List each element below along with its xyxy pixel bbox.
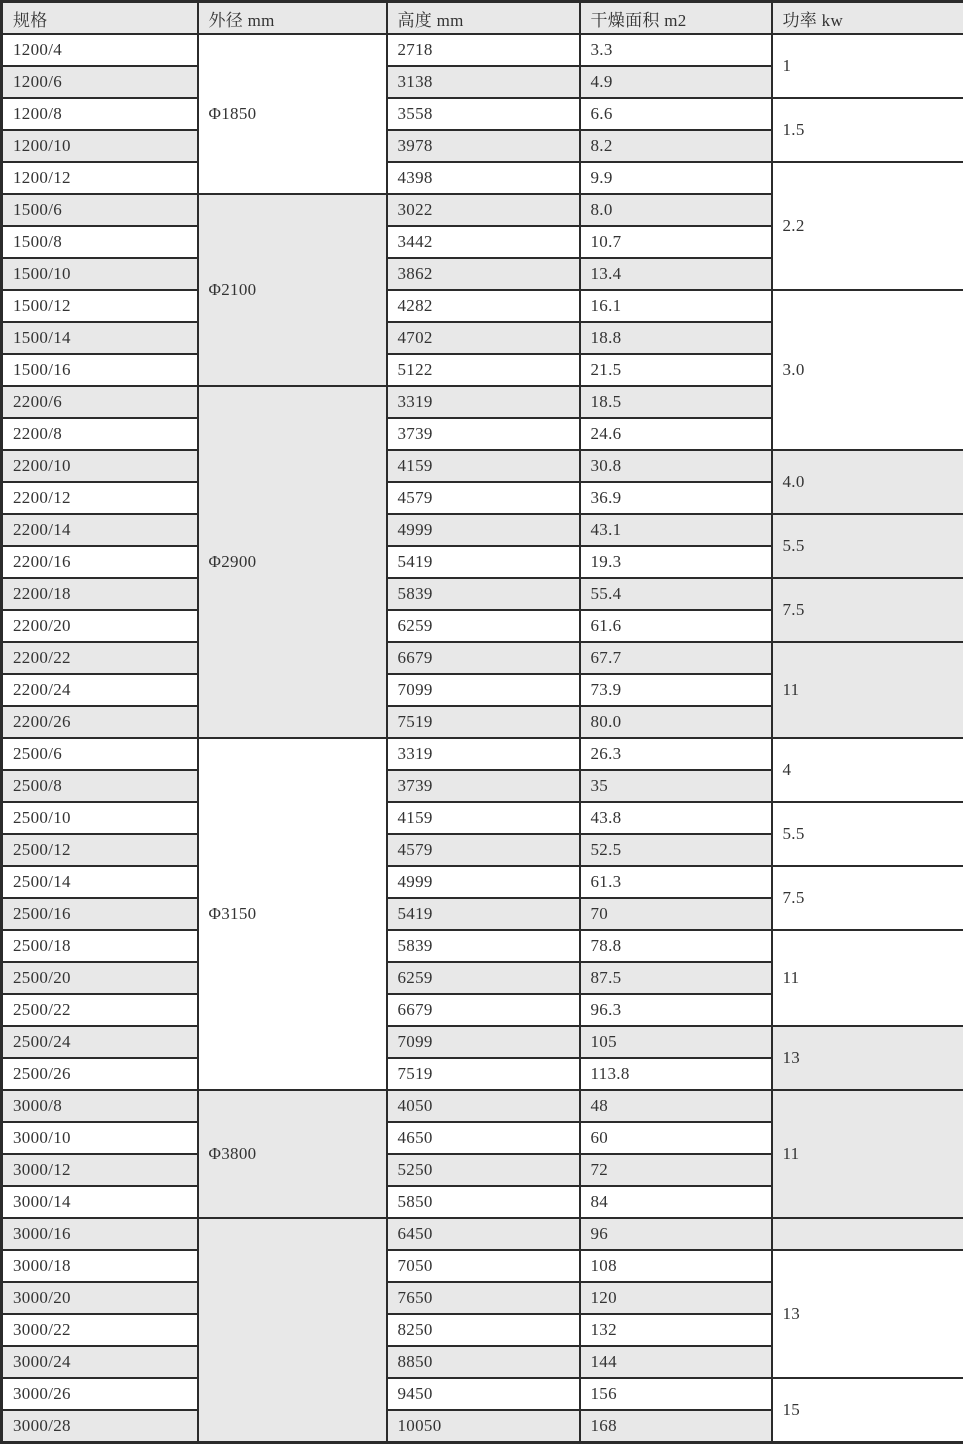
spec-cell: 3000/12: [2, 1154, 198, 1186]
table-row: [2, 98, 963, 130]
area-cell: 43.1: [580, 514, 772, 546]
area-cell: 3.3: [580, 34, 772, 66]
height-cell: 7519: [387, 706, 580, 738]
spec-cell: 2500/24: [2, 1026, 198, 1058]
height-cell: 4282: [387, 290, 580, 322]
area-cell: 168: [580, 1410, 772, 1443]
height-cell: 3739: [387, 418, 580, 450]
spec-cell: 1200/4: [2, 34, 198, 66]
height-cell: 5839: [387, 930, 580, 962]
col-header-diameter: 外径 mm: [198, 2, 387, 35]
spec-table-body: [2, 34, 963, 1443]
height-cell: 7519: [387, 1058, 580, 1090]
spec-cell: 1200/8: [2, 98, 198, 130]
spec-cell: 2200/26: [2, 706, 198, 738]
spec-cell: 3000/10: [2, 1122, 198, 1154]
area-cell: 105: [580, 1026, 772, 1058]
height-cell: 5850: [387, 1186, 580, 1218]
area-cell: 26.3: [580, 738, 772, 770]
table-row: [2, 514, 963, 546]
spec-cell: 3000/22: [2, 1314, 198, 1346]
table-row: [2, 162, 963, 194]
power-cell: 3.0: [772, 290, 963, 450]
spec-cell: 2500/8: [2, 770, 198, 802]
height-cell: 3138: [387, 66, 580, 98]
area-cell: 96.3: [580, 994, 772, 1026]
table-row: [2, 578, 963, 610]
spec-cell: 2200/12: [2, 482, 198, 514]
table-row: [2, 1090, 963, 1122]
height-cell: 3442: [387, 226, 580, 258]
spec-cell: 2500/26: [2, 1058, 198, 1090]
table-row: [2, 1026, 963, 1058]
spec-cell: 1500/14: [2, 322, 198, 354]
height-cell: 3978: [387, 130, 580, 162]
area-cell: 113.8: [580, 1058, 772, 1090]
height-cell: 3022: [387, 194, 580, 226]
spec-cell: 2500/20: [2, 962, 198, 994]
height-cell: 10050: [387, 1410, 580, 1443]
power-cell: [772, 1218, 963, 1250]
col-header-area: 干燥面积 m2: [580, 2, 772, 35]
power-cell: 4: [772, 738, 963, 802]
col-header-spec: 规格: [2, 2, 198, 35]
area-cell: 61.3: [580, 866, 772, 898]
spec-cell: 2500/12: [2, 834, 198, 866]
area-cell: 73.9: [580, 674, 772, 706]
power-cell: 11: [772, 930, 963, 1026]
spec-cell: 2200/6: [2, 386, 198, 418]
diameter-cell: Φ3150: [198, 738, 387, 1090]
area-cell: 108: [580, 1250, 772, 1282]
spec-cell: 1200/10: [2, 130, 198, 162]
table-row: [2, 866, 963, 898]
spec-cell: 3000/20: [2, 1282, 198, 1314]
spec-cell: 1500/8: [2, 226, 198, 258]
area-cell: 78.8: [580, 930, 772, 962]
spec-cell: 1500/10: [2, 258, 198, 290]
height-cell: 4999: [387, 866, 580, 898]
area-cell: 9.9: [580, 162, 772, 194]
height-cell: 8850: [387, 1346, 580, 1378]
area-cell: 43.8: [580, 802, 772, 834]
height-cell: 3558: [387, 98, 580, 130]
height-cell: 7050: [387, 1250, 580, 1282]
spec-cell: 3000/18: [2, 1250, 198, 1282]
diameter-cell: Φ2100: [198, 194, 387, 386]
power-cell: 11: [772, 1090, 963, 1218]
height-cell: 4579: [387, 834, 580, 866]
area-cell: 52.5: [580, 834, 772, 866]
power-cell: 13: [772, 1026, 963, 1090]
spec-cell: 2200/16: [2, 546, 198, 578]
diameter-cell: Φ1850: [198, 34, 387, 194]
spec-cell: 1500/12: [2, 290, 198, 322]
height-cell: 7099: [387, 674, 580, 706]
power-cell: 7.5: [772, 866, 963, 930]
height-cell: 4398: [387, 162, 580, 194]
area-cell: 96: [580, 1218, 772, 1250]
power-cell: 5.5: [772, 802, 963, 866]
height-cell: 4050: [387, 1090, 580, 1122]
spec-cell: 2200/24: [2, 674, 198, 706]
spec-cell: 2500/6: [2, 738, 198, 770]
height-cell: 6259: [387, 962, 580, 994]
diameter-cell: [198, 1218, 387, 1443]
area-cell: 61.6: [580, 610, 772, 642]
height-cell: 5419: [387, 898, 580, 930]
area-cell: 24.6: [580, 418, 772, 450]
height-cell: 4650: [387, 1122, 580, 1154]
height-cell: 2718: [387, 34, 580, 66]
height-cell: 5419: [387, 546, 580, 578]
height-cell: 4159: [387, 802, 580, 834]
height-cell: 4159: [387, 450, 580, 482]
table-row: [2, 1250, 963, 1282]
power-cell: 5.5: [772, 514, 963, 578]
area-cell: 87.5: [580, 962, 772, 994]
power-cell: 1: [772, 34, 963, 98]
height-cell: 8250: [387, 1314, 580, 1346]
height-cell: 3739: [387, 770, 580, 802]
area-cell: 18.5: [580, 386, 772, 418]
area-cell: 21.5: [580, 354, 772, 386]
spec-cell: 1500/16: [2, 354, 198, 386]
spec-cell: 3000/28: [2, 1410, 198, 1443]
power-cell: 1.5: [772, 98, 963, 162]
spec-cell: 3000/14: [2, 1186, 198, 1218]
power-cell: 7.5: [772, 578, 963, 642]
area-cell: 144: [580, 1346, 772, 1378]
area-cell: 6.6: [580, 98, 772, 130]
table-row: [2, 1218, 963, 1250]
area-cell: 67.7: [580, 642, 772, 674]
spec-cell: 3000/24: [2, 1346, 198, 1378]
area-cell: 132: [580, 1314, 772, 1346]
area-cell: 35: [580, 770, 772, 802]
spec-cell: 3000/16: [2, 1218, 198, 1250]
spec-cell: 2200/14: [2, 514, 198, 546]
area-cell: 72: [580, 1154, 772, 1186]
area-cell: 8.2: [580, 130, 772, 162]
col-header-height: 高度 mm: [387, 2, 580, 35]
area-cell: 30.8: [580, 450, 772, 482]
height-cell: 5250: [387, 1154, 580, 1186]
table-row: [2, 34, 963, 66]
height-cell: 3319: [387, 738, 580, 770]
spec-cell: 1500/6: [2, 194, 198, 226]
area-cell: 60: [580, 1122, 772, 1154]
spec-cell: 2500/22: [2, 994, 198, 1026]
height-cell: 6679: [387, 642, 580, 674]
height-cell: 4702: [387, 322, 580, 354]
spec-cell: 2500/10: [2, 802, 198, 834]
spec-cell: 2500/14: [2, 866, 198, 898]
table-row: [2, 930, 963, 962]
area-cell: 18.8: [580, 322, 772, 354]
height-cell: 5839: [387, 578, 580, 610]
spec-cell: 1200/12: [2, 162, 198, 194]
height-cell: 4579: [387, 482, 580, 514]
area-cell: 84: [580, 1186, 772, 1218]
area-cell: 120: [580, 1282, 772, 1314]
height-cell: 3862: [387, 258, 580, 290]
area-cell: 80.0: [580, 706, 772, 738]
height-cell: 5122: [387, 354, 580, 386]
height-cell: 7099: [387, 1026, 580, 1058]
power-cell: 11: [772, 642, 963, 738]
spec-cell: 1200/6: [2, 66, 198, 98]
spec-cell: 2200/8: [2, 418, 198, 450]
power-cell: 15: [772, 1378, 963, 1443]
area-cell: 4.9: [580, 66, 772, 98]
area-cell: 8.0: [580, 194, 772, 226]
area-cell: 16.1: [580, 290, 772, 322]
spec-cell: 3000/26: [2, 1378, 198, 1410]
spec-cell: 2200/18: [2, 578, 198, 610]
height-cell: 6259: [387, 610, 580, 642]
table-row: [2, 738, 963, 770]
area-cell: 48: [580, 1090, 772, 1122]
diameter-cell: Φ3800: [198, 1090, 387, 1218]
table-row: [2, 802, 963, 834]
height-cell: 6679: [387, 994, 580, 1026]
table-row: [2, 642, 963, 674]
area-cell: 10.7: [580, 226, 772, 258]
spec-cell: 3000/8: [2, 1090, 198, 1122]
spec-cell: 2200/20: [2, 610, 198, 642]
height-cell: 7650: [387, 1282, 580, 1314]
area-cell: 70: [580, 898, 772, 930]
spec-cell: 2500/18: [2, 930, 198, 962]
spec-cell: 2200/10: [2, 450, 198, 482]
area-cell: 19.3: [580, 546, 772, 578]
table-row: [2, 450, 963, 482]
col-header-power: 功率 kw: [772, 2, 963, 35]
height-cell: 3319: [387, 386, 580, 418]
height-cell: 9450: [387, 1378, 580, 1410]
spec-cell: 2200/22: [2, 642, 198, 674]
spec-cell: 2500/16: [2, 898, 198, 930]
height-cell: 4999: [387, 514, 580, 546]
power-cell: 13: [772, 1250, 963, 1378]
table-row: [2, 1378, 963, 1410]
area-cell: 13.4: [580, 258, 772, 290]
power-cell: 4.0: [772, 450, 963, 514]
area-cell: 36.9: [580, 482, 772, 514]
area-cell: 55.4: [580, 578, 772, 610]
power-cell: 2.2: [772, 162, 963, 290]
diameter-cell: Φ2900: [198, 386, 387, 738]
header-row: [2, 2, 963, 35]
table-row: [2, 290, 963, 322]
area-cell: 156: [580, 1378, 772, 1410]
height-cell: 6450: [387, 1218, 580, 1250]
